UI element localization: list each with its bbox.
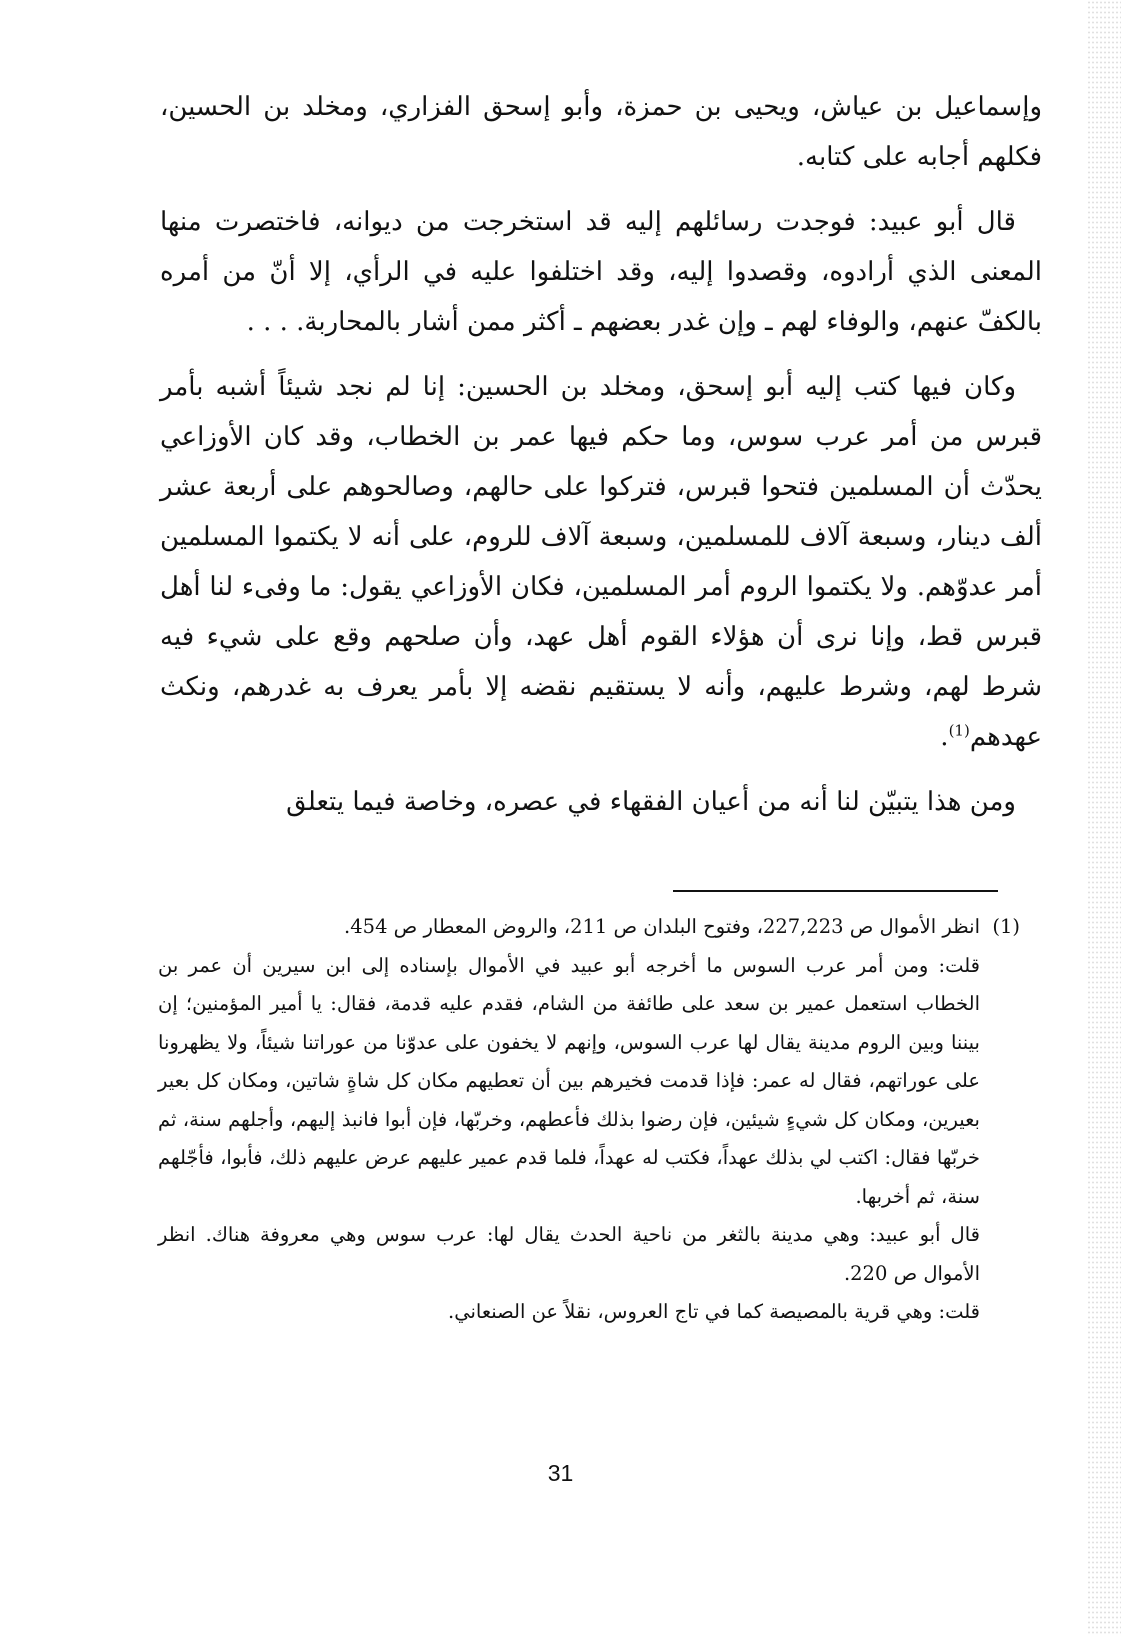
footnote-1-number: (1): [992, 915, 1020, 938]
paragraph-3: [160, 362, 1042, 762]
footnote-separator: [673, 890, 998, 892]
paragraph-1: وإسماعيل بن عياش، ويحيى بن حمزة، وأبو إسحق الفزاري، ومخلد بن الحسين، فكلهم أجابه على كتابه.: [160, 92, 1042, 172]
footnote-1-line-1: [158, 908, 1020, 947]
footnote-reference[interactable]: (1): [948, 721, 970, 740]
footnotes: [158, 908, 1020, 1332]
paragraph-3-text: وكان فيها كتب إليه أبو إسحق، ومخلد بن الحسين: إنا لم نجد شيئاً أشبه بأمر قبرس من أمر عرب سوس، وما حكم فيها عمر بن الخطاب، وقد كان الأوزاعي يحدّث أن المسلمين فتحوا قبرس، فتركوا على حالهم، وصالحوهم على أربعة عشر ألف دينار، وسبعة آلاف للمسلمين، وسبعة آلاف للروم، على أنه لا يكتموا المسلمين أمر عدوّهم. ولا يكتموا الروم أمر المسلمين، فكان الأوزاعي يقول: ما وفىء لنا أهل قبرس قط، وإنا نرى أن هؤلاء القوم أهل عهد، وأن صلحهم وقع على شيء فيه شرط لهم، وشرط عليهم، وأنه لا يستقيم نقضه إلا بأمر يعرف به غدرهم، ونكث عهدهم: [160, 372, 1042, 752]
main-text: [160, 82, 1042, 827]
paragraph-3-end: .: [940, 722, 949, 752]
footnote-1-paragraph-4: قلت: وهي قرية بالمصيصة كما في تاج العروس، نقلاً عن الصنعاني.: [448, 1300, 980, 1323]
paragraph-2: قال أبو عبيد: فوجدت رسائلهم إليه قد استخرجت من ديوانه، فاختصرت منها المعنى الذي أرادوه، وقصدوا إليه، وقد اختلفوا عليه في الرأي، إلا أنّ من أمره بالكفّ عنهم، والوفاء لهم ـ وإن غدر بعضهم ـ أكثر ممن أشار بالمحاربة. . . .: [160, 207, 1042, 337]
footnote-1-paragraph-3: قال أبو عبيد: وهي مدينة بالثغر من ناحية الحدث يقال لها: عرب سوس وهي معروفة هناك. انظر الأموال ص 220.: [158, 1223, 980, 1285]
paragraph-4: ومن هذا يتبيّن لنا أنه من أعيان الفقهاء في عصره، وخاصة فيما يتعلق: [286, 787, 1016, 817]
footnote-1-citation: انظر الأموال ص 227,223، وفتوح البلدان ص 211، والروض المعطار ص 454.: [344, 915, 980, 938]
footnote-1-paragraph-2: قلت: ومن أمر عرب السوس ما أخرجه أبو عبيد في الأموال بإسناده إلى ابن سيرين أن عمر بن الخطاب استعمل عمير بن سعد على طائفة من الشام، فقدم عليه قدمة، فقال: يا أمير المؤمنين؛ إن بيننا وبين الروم مدينة يقال لها عرب السوس، وإنهم لا يخفون على عدوّنا من عوراتنا شيئاً، ولا يظهرونا على عوراتهم، فقال له عمر: فإذا قدمت فخيرهم بين أن تعطيهم مكان كل شاةٍ شاتين، ومكان كل بعير بعيرين، ومكان كل شيءٍ شيئين، فإن رضوا بذلك فأعطهم، وخربّها، فإن أبوا فانبذ إليهم، وأجلهم سنة، ثم خربّها فقال: اكتب لي بذلك عهداً، فكتب له عهداً، فلما قدم عمير عليهم عرض عليهم ذلك، فأبوا، فأجّلهم سنة، ثم أخربها.: [158, 953, 980, 1208]
page-number: 31: [547, 1460, 574, 1486]
scan-edge-texture: [1087, 0, 1121, 1636]
